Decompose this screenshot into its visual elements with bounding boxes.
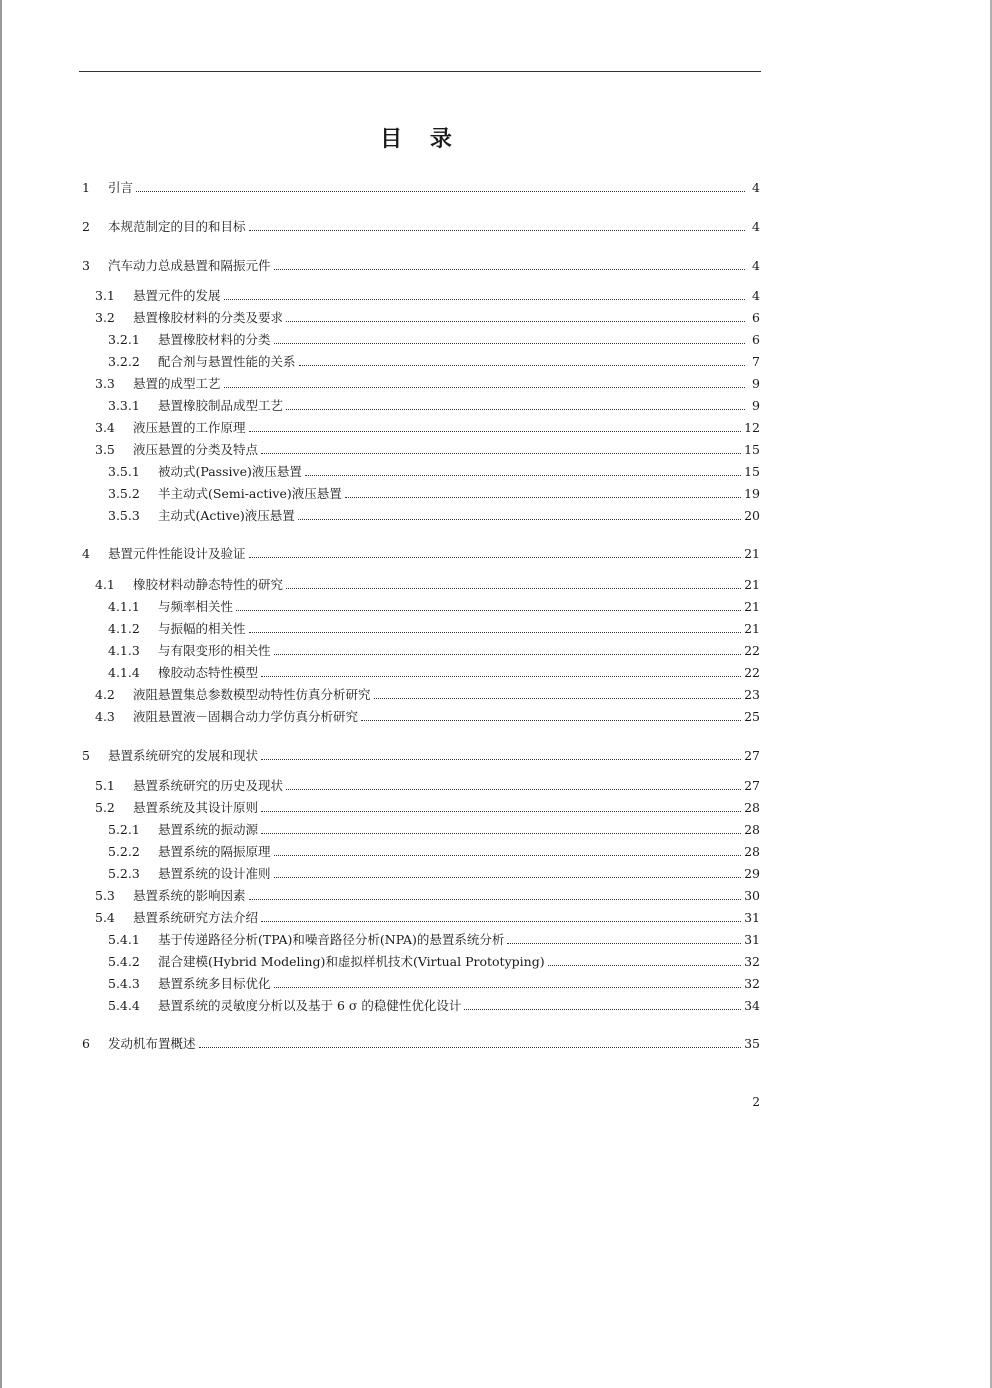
toc-entry-number: 5.2.3: [108, 866, 140, 881]
toc-entry-number: 3.3.1: [108, 398, 140, 413]
toc-entry-number: 3.5.2: [108, 486, 140, 501]
toc-entry-number: 3.4: [95, 420, 115, 435]
toc-leader-dots: [286, 788, 741, 790]
toc-entry-number: 5.4.4: [108, 998, 140, 1013]
toc-leader-dots: [261, 452, 741, 454]
toc-entry-label: 混合建模(Hybrid Modeling)和虚拟样机技术(Virtual Prototyping): [158, 954, 545, 969]
toc-leader-dots: [548, 964, 742, 966]
toc-entry-page: 4: [752, 180, 760, 195]
toc-leader-dots: [361, 719, 741, 721]
toc-entry-label: 悬置系统及其设计原则: [133, 800, 259, 815]
toc-entry-page: 4: [752, 258, 760, 273]
toc-entry-label: 液压悬置的工作原理: [133, 420, 246, 435]
toc-entry[interactable]: [0, 306, 760, 326]
toc-entry[interactable]: [0, 796, 760, 816]
toc-entry[interactable]: [0, 617, 760, 637]
toc-entry-label: 悬置的成型工艺: [133, 376, 221, 391]
toc-entry-number: 3.3: [95, 376, 115, 391]
toc-entry-label: 悬置系统的灵敏度分析以及基于 6 σ 的稳健性优化设计: [158, 998, 462, 1013]
toc-entry[interactable]: [0, 394, 760, 414]
toc-entry-page: 29: [744, 866, 760, 881]
toc-entry-page: 27: [744, 748, 760, 763]
toc-entry-page: 22: [744, 665, 760, 680]
toc-entry[interactable]: [0, 460, 760, 480]
toc-entry-label: 悬置系统的设计准则: [158, 866, 271, 881]
toc-entry[interactable]: [0, 639, 760, 659]
toc-entry-label: 悬置系统多目标优化: [158, 976, 271, 991]
toc-entry-number: 5.2: [95, 800, 115, 815]
toc-entry-page: 15: [744, 442, 760, 457]
toc-entry-number: 5: [82, 748, 90, 763]
toc-leader-dots: [249, 898, 742, 900]
toc-entry[interactable]: [0, 661, 760, 681]
toc-leader-dots: [224, 298, 745, 300]
toc-entry-page: 22: [744, 643, 760, 658]
toc-entry-label: 本规范制定的目的和目标: [108, 219, 246, 234]
toc-entry-page: 20: [744, 508, 760, 523]
toc-leader-dots: [249, 631, 742, 633]
toc-entry-label: 橡胶动态特性模型: [158, 665, 259, 680]
toc-entry-page: 34: [744, 998, 760, 1013]
toc-entry[interactable]: [0, 482, 760, 502]
toc-entry-number: 3.5.1: [108, 464, 140, 479]
toc-leader-dots: [249, 229, 745, 231]
toc-entry-label: 半主动式(Semi-active)液压悬置: [158, 486, 342, 501]
toc-entry-number: 2: [82, 219, 90, 234]
toc-leader-dots: [374, 697, 742, 699]
toc-leader-dots: [274, 342, 745, 344]
toc-entry-label: 引言: [108, 180, 134, 195]
toc-leader-dots: [345, 496, 741, 498]
toc-leader-dots: [299, 364, 745, 366]
toc-entry-label: 与振幅的相关性: [158, 621, 246, 636]
toc-entry[interactable]: [0, 372, 760, 392]
toc-entry-page: 4: [752, 288, 760, 303]
toc-entry-number: 3.2: [95, 310, 115, 325]
toc-entry[interactable]: [0, 862, 760, 882]
toc-entry[interactable]: [0, 1032, 760, 1052]
toc-entry-page: 25: [744, 709, 760, 724]
toc-entry-label: 悬置系统的振动源: [158, 822, 259, 837]
toc-entry-number: 5.2.2: [108, 844, 140, 859]
toc-entry[interactable]: [0, 774, 760, 794]
toc-entry-page: 9: [752, 376, 760, 391]
toc-entry-page: 9: [752, 398, 760, 413]
toc-entry-number: 5.4.3: [108, 976, 140, 991]
toc-leader-dots: [274, 854, 742, 856]
toc-entry-number: 5.3: [95, 888, 115, 903]
toc-entry-number: 5.2.1: [108, 822, 140, 837]
toc-leader-dots: [261, 758, 741, 760]
toc-entry-label: 发动机布置概述: [108, 1036, 196, 1051]
toc-entry-number: 5.4.1: [108, 932, 140, 947]
toc-entry[interactable]: [0, 284, 760, 304]
toc-leader-dots: [261, 675, 741, 677]
toc-entry-page: 31: [744, 910, 760, 925]
toc-leader-dots: [274, 653, 742, 655]
toc-leader-dots: [261, 810, 741, 812]
toc-entry-page: 31: [744, 932, 760, 947]
toc-entry-label: 基于传递路径分析(TPA)和噪音路径分析(NPA)的悬置系统分析: [158, 932, 505, 947]
toc-entry-label: 被动式(Passive)液压悬置: [158, 464, 302, 479]
page-number: 2: [752, 1095, 760, 1109]
toc-entry-label: 悬置系统的影响因素: [133, 888, 246, 903]
toc-leader-dots: [286, 587, 741, 589]
toc-entry-page: 6: [752, 310, 760, 325]
toc-entry-page: 28: [744, 822, 760, 837]
toc-entry[interactable]: [0, 906, 760, 926]
toc-leader-dots: [305, 474, 741, 476]
toc-entry-number: 3: [82, 258, 90, 273]
toc-entry[interactable]: [0, 328, 760, 348]
toc-entry[interactable]: [0, 744, 760, 764]
toc-entry-number: 6: [82, 1036, 90, 1051]
toc-entry-label: 悬置橡胶材料的分类: [158, 332, 271, 347]
toc-entry[interactable]: [0, 416, 760, 436]
toc-entry[interactable]: [0, 705, 760, 725]
toc-entry-number: 4.2: [95, 687, 115, 702]
toc-entry-page: 35: [744, 1036, 760, 1051]
toc-entry-label: 悬置元件性能设计及验证: [108, 546, 246, 561]
toc-entry-label: 与频率相关性: [158, 599, 234, 614]
toc-leader-dots: [199, 1046, 742, 1048]
toc-leader-dots: [224, 386, 745, 388]
toc-entry-page: 7: [752, 354, 760, 369]
toc-entry[interactable]: [0, 683, 760, 703]
toc-entry-number: 4.1: [95, 577, 115, 592]
toc-entry-number: 5.4.2: [108, 954, 140, 969]
toc-entry-page: 15: [744, 464, 760, 479]
toc-entry[interactable]: [0, 215, 760, 235]
toc-entry-label: 汽车动力总成悬置和隔振元件: [108, 258, 271, 273]
toc-entry-page: 27: [744, 778, 760, 793]
toc-entry-label: 液阻悬置液－固耦合动力学仿真分析研究: [133, 709, 359, 724]
toc-leader-dots: [249, 430, 742, 432]
toc-entry-number: 3.2.2: [108, 354, 140, 369]
toc-entry-page: 19: [744, 486, 760, 501]
toc-entry-label: 液阻悬置集总参数模型动特性仿真分析研究: [133, 687, 371, 702]
toc-entry-page: 21: [744, 546, 760, 561]
toc-entry-page: 21: [744, 599, 760, 614]
toc-entry[interactable]: [0, 595, 760, 615]
toc-entry-label: 悬置系统研究方法介绍: [133, 910, 259, 925]
toc-leader-dots: [236, 609, 741, 611]
toc-entry-number: 3.1: [95, 288, 115, 303]
toc-entry-number: 1: [82, 180, 90, 195]
toc-entry[interactable]: [0, 254, 760, 274]
toc-entry[interactable]: [0, 994, 760, 1014]
toc-leader-dots: [249, 556, 742, 558]
toc-entry[interactable]: [0, 840, 760, 860]
toc-leader-dots: [464, 1008, 741, 1010]
toc-entry-number: 4.1.1: [108, 599, 140, 614]
toc-entry-page: 32: [744, 954, 760, 969]
toc-entry-number: 3.5.3: [108, 508, 140, 523]
toc-entry[interactable]: [0, 438, 760, 458]
toc-entry-label: 与有限变形的相关性: [158, 643, 271, 658]
toc-entry[interactable]: [0, 884, 760, 904]
toc-leader-dots: [261, 832, 741, 834]
toc-leader-dots: [274, 986, 742, 988]
toc-entry-page: 30: [744, 888, 760, 903]
toc-entry-label: 悬置系统的隔振原理: [158, 844, 271, 859]
toc-entry-page: 12: [744, 420, 760, 435]
toc-entry[interactable]: [0, 972, 760, 992]
toc-leader-dots: [274, 876, 742, 878]
toc-entry-page: 28: [744, 844, 760, 859]
toc-entry-page: 6: [752, 332, 760, 347]
toc-entry-label: 橡胶材料动静态特性的研究: [133, 577, 284, 592]
toc-entry-label: 主动式(Active)液压悬置: [158, 508, 295, 523]
toc-title: 目 录: [380, 126, 462, 152]
toc-entry-label: 悬置元件的发展: [133, 288, 221, 303]
toc-entry-label: 悬置系统研究的发展和现状: [108, 748, 259, 763]
toc-entry-page: 32: [744, 976, 760, 991]
toc-leader-dots: [261, 920, 741, 922]
toc-entry-number: 3.2.1: [108, 332, 140, 347]
toc-entry-label: 悬置系统研究的历史及现状: [133, 778, 284, 793]
toc-entry[interactable]: [0, 950, 760, 970]
toc-leader-dots: [286, 320, 745, 322]
toc-entry-number: 4: [82, 546, 90, 561]
toc-entry-number: 3.5: [95, 442, 115, 457]
toc-entry-number: 4.1.2: [108, 621, 140, 636]
toc-entry-number: 5.1: [95, 778, 115, 793]
toc-entry-page: 23: [744, 687, 760, 702]
toc-entry-page: 21: [744, 621, 760, 636]
toc-leader-dots: [298, 518, 741, 520]
toc-entry-label: 悬置橡胶材料的分类及要求: [133, 310, 284, 325]
toc-entry-page: 4: [752, 219, 760, 234]
toc-entry-label: 配合剂与悬置性能的关系: [158, 354, 296, 369]
toc-leader-dots: [136, 190, 745, 192]
toc-entry[interactable]: [0, 818, 760, 838]
toc-entry-number: 4.3: [95, 709, 115, 724]
toc-leader-dots: [274, 268, 745, 270]
toc-entry-number: 4.1.4: [108, 665, 140, 680]
toc-entry[interactable]: [0, 504, 760, 524]
toc-entry[interactable]: [0, 176, 760, 196]
toc-entry-page: 21: [744, 577, 760, 592]
toc-entry-page: 28: [744, 800, 760, 815]
toc-entry[interactable]: [0, 573, 760, 593]
toc-entry-label: 悬置橡胶制品成型工艺: [158, 398, 284, 413]
toc-leader-dots: [507, 942, 741, 944]
toc-entry[interactable]: [0, 350, 760, 370]
toc-entry[interactable]: [0, 928, 760, 948]
toc-entry-number: 5.4: [95, 910, 115, 925]
toc-entry-number: 4.1.3: [108, 643, 140, 658]
toc-leader-dots: [286, 408, 745, 410]
toc-entry[interactable]: [0, 542, 760, 562]
toc-entry-label: 液压悬置的分类及特点: [133, 442, 259, 457]
